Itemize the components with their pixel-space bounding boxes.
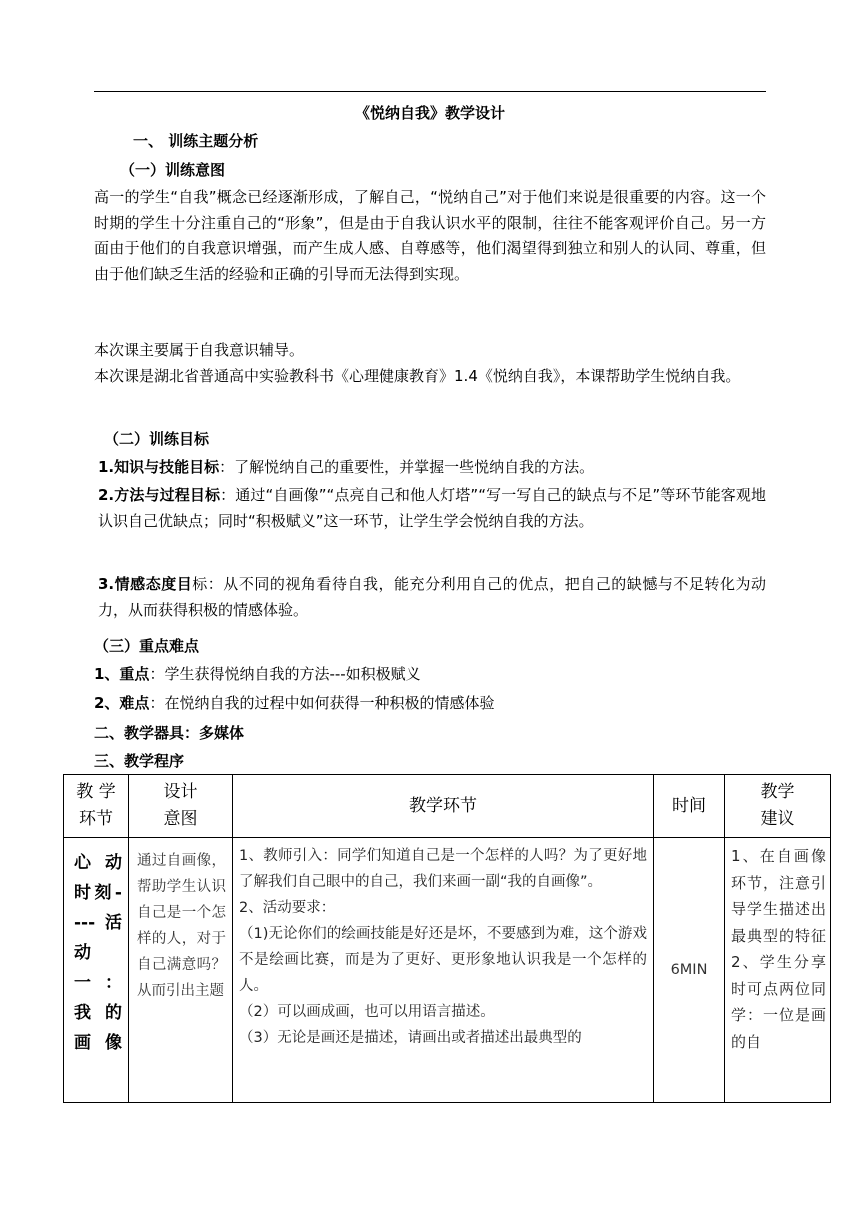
- cell-stage: 心动时刻----活动一：我的画像: [64, 838, 129, 1103]
- section-heading-3: 三、教学程序: [94, 752, 185, 770]
- goal-2: [98, 483, 766, 534]
- teaching-procedure-table: [63, 774, 831, 1103]
- header-rule: [94, 91, 766, 92]
- goal-3-text: 标：从不同的视角看待自我，能充分利用自己的优点，把自己的缺憾与不足转化为动力，从而获得积极的情感体验。: [98, 575, 766, 619]
- goal-2-label: 2.方法与过程目标: [98, 486, 221, 504]
- header-steps: 教学环节: [233, 775, 654, 838]
- goal-2-text: ：通过“自画像”“点亮自己和他人灯塔”“写一写自己的缺点与不足”等环节能客观地认识自己优缺点；同时“积极赋义”这一环节，让学生学会悦纳自我的方法。: [98, 486, 766, 530]
- difficult-point-text: ：在悦纳自我的过程中如何获得一种积极的情感体验: [149, 694, 495, 712]
- intent-paragraph: 高一的学生“自我”概念已经逐渐形成，了解自己，“悦纳自己”对于他们来说是很重要的内容。这一个时期的学生十分注重自己的“形象”，但是由于自我认识水平的限制，往往不能客观评价自己。另一方面由于他们的自我意识增强，而产生成人感、自尊感等，他们渴望得到独立和别人的认同、尊重，但由于他们缺乏生活的经验和正确的引导而无法得到实现。: [94, 188, 766, 283]
- section-heading-2: 二、教学器具：多媒体: [94, 724, 245, 742]
- key-point: [94, 664, 421, 684]
- cell-steps: [233, 838, 654, 1103]
- key-point-label: 1、重点: [94, 665, 150, 683]
- step-3: （1)无论你们的绘画技能是好还是坏，不要感到为难，这个游戏不是绘画比赛，而是为了更好、更形象地认识我是一个怎样的人。: [239, 926, 647, 994]
- section-heading-1: 一、 训练主题分析: [133, 132, 259, 150]
- goal-1: [98, 455, 766, 481]
- cell-advice: 1、在自画像环节，注意引导学生描述出最典型的特征 2、学生分享时可点两位同学：一位是画的自: [725, 838, 831, 1103]
- table-row: [64, 838, 831, 1103]
- step-2: 2、活动要求：: [239, 900, 336, 916]
- goal-1-text: ：了解悦纳自己的重要性，并掌握一些悦纳自我的方法。: [219, 458, 595, 476]
- key-point-text: ：学生获得悦纳自我的方法---如积极赋义: [149, 665, 421, 683]
- step-1: 1、教师引入：同学们知道自己是一个怎样的人吗？为了更好地了解我们自己眼中的自己，我们来画一副“我的自画像”。: [239, 848, 647, 890]
- step-4: （2）可以画成画，也可以用语言描述。: [239, 1004, 495, 1020]
- header-time: 时间: [654, 775, 725, 838]
- subheading-goals: （二）训练目标: [104, 430, 210, 448]
- intent-line-3: 本次课是湖北省普通高中实验教科书《心理健康教育》1.4《悦纳自我》，本课帮助学生悦纳自我。: [94, 367, 741, 385]
- difficult-point-label: 2、难点: [94, 694, 150, 712]
- subheading-intent: （一）训练意图: [120, 161, 226, 179]
- goal-3-label: 3.情感态度目: [98, 575, 193, 593]
- header-stage: 教 学 环节: [64, 775, 129, 838]
- table-header-row: [64, 775, 831, 838]
- goal-3: [98, 572, 766, 623]
- header-advice: 教学 建议: [725, 775, 831, 838]
- cell-time: 6MIN: [654, 838, 725, 1103]
- difficult-point: [94, 693, 494, 713]
- doc-title: 《悦纳自我》教学设计: [354, 104, 505, 122]
- step-5: （3）无论是画还是描述，请画出或者描述出最典型的: [239, 1030, 582, 1046]
- goal-1-label: 1.知识与技能目标: [98, 458, 220, 476]
- cell-intent: 通过自画像，帮助学生认识自己是一个怎样的人，对于自己满意吗？从而引出主题: [129, 838, 233, 1103]
- intent-line-2: 本次课主要属于自我意识辅导。: [94, 341, 305, 359]
- header-intent: 设计 意图: [129, 775, 233, 838]
- subheading-key-points: （三）重点难点: [94, 637, 200, 655]
